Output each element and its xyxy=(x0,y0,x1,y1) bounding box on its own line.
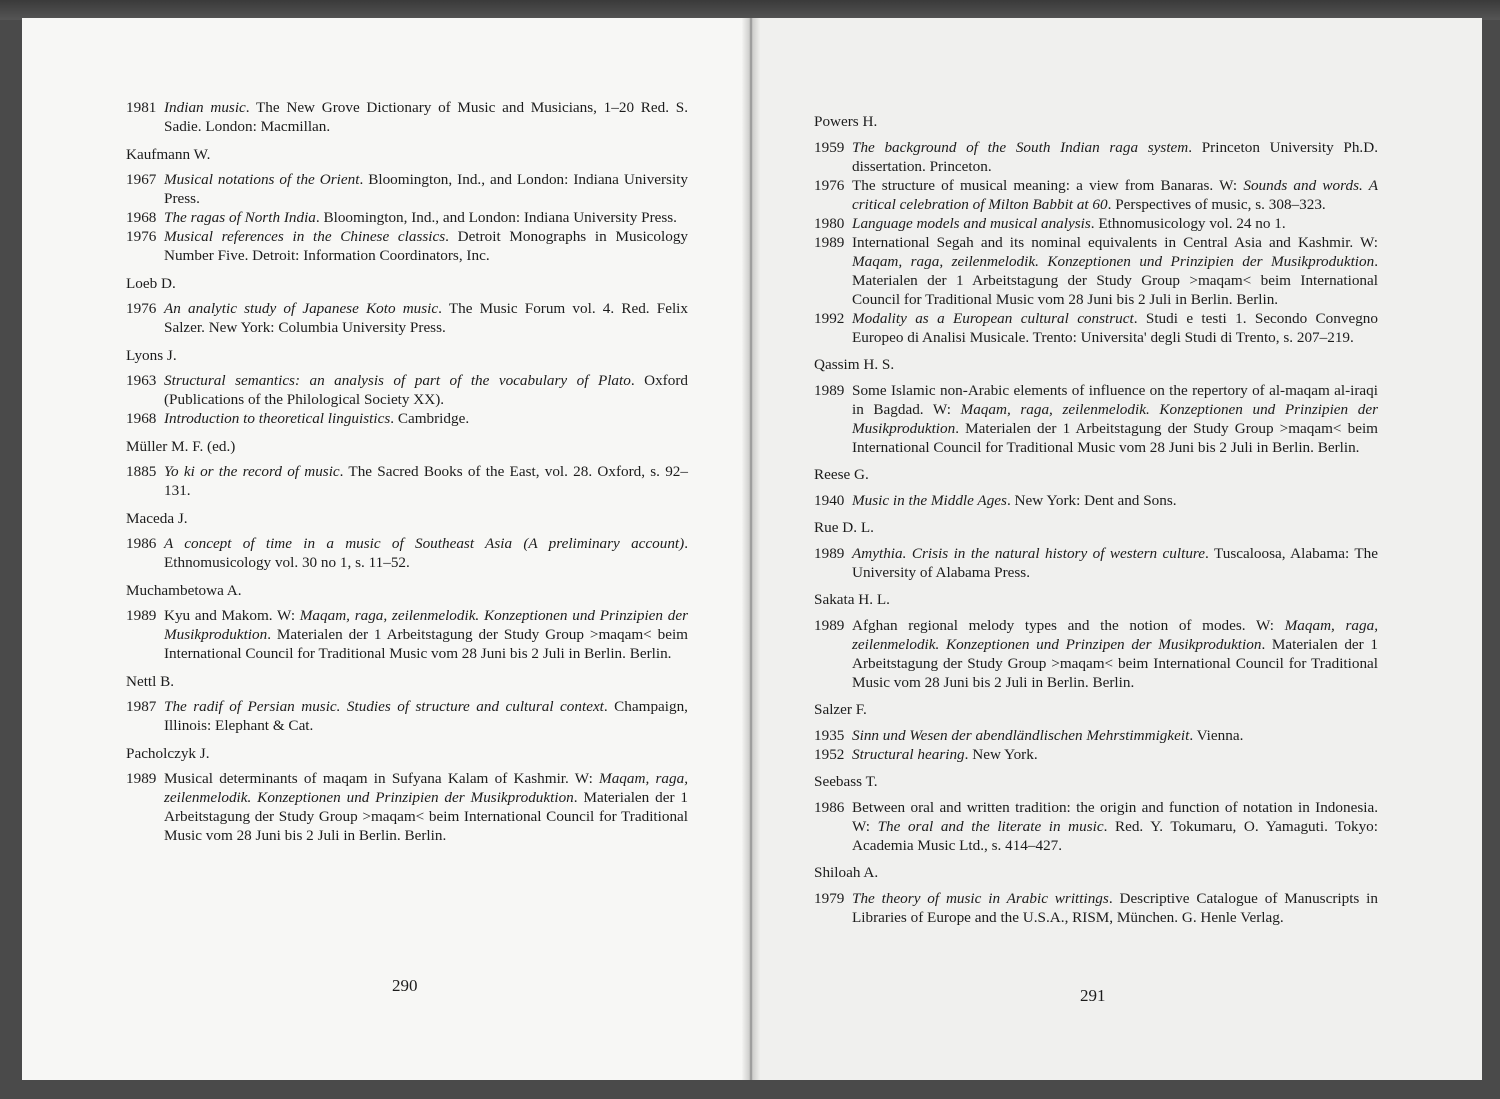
entry-title: Structural semantics: an analysis of part of the vocabulary of Plato xyxy=(164,372,631,389)
bibliography-entry xyxy=(126,769,688,845)
book-gutter xyxy=(742,18,760,1080)
entry-details: . The Sacred Books of the East, vol. 28. Oxford, s. 92–131. xyxy=(164,463,688,499)
entry-year: 1963 xyxy=(126,372,157,389)
bibliography-entry xyxy=(814,726,1378,745)
bibliography-entry xyxy=(126,98,688,136)
entry-year: 1940 xyxy=(814,491,845,509)
entry-year: 1952 xyxy=(814,745,845,763)
entry-title: Music in the Middle Ages xyxy=(852,491,1007,509)
entry-prefix: International Segah and its nominal equivalents in Central Asia and Kashmir. W: xyxy=(852,233,1378,251)
author-block xyxy=(126,346,688,429)
entry-year: 1989 xyxy=(814,381,845,399)
entry-title: Maqam, raga, zeilenmelodik. Konzeptionen und Prinzipien der Musikproduktion xyxy=(852,400,1378,437)
entry-title: Structural hearing xyxy=(852,745,965,763)
author-block xyxy=(814,772,1378,855)
author-block xyxy=(126,581,688,664)
author-block xyxy=(814,112,1378,347)
entry-details: . Materialen der 1 Arbeitstagung der Study Group >maqam< beim International Council for Traditional Music vom 28 Juni bis 2 Juli in Berlin. Berlin. xyxy=(852,252,1378,308)
entry-details: . Bloomington, Ind., and London: Indiana University Press. xyxy=(315,209,677,226)
author-name: Loeb D. xyxy=(126,274,176,292)
entry-year: 1989 xyxy=(814,616,845,634)
entry-details: . Detroit Monographs in Musicology Number Five. Detroit: Information Coordinators, Inc. xyxy=(164,228,689,264)
entry-year: 1980 xyxy=(814,214,845,232)
bibliography-entry xyxy=(126,409,688,428)
entry-year: 1989 xyxy=(126,607,157,624)
bibliography-entry xyxy=(126,227,688,265)
page-number: 290 xyxy=(392,976,418,995)
bibliography-entry xyxy=(814,309,1378,347)
entry-year: 1979 xyxy=(814,889,845,907)
page-number: 291 xyxy=(1080,986,1106,1005)
entry-year: 1987 xyxy=(126,698,157,715)
entry-details: . Oxford (Publications of the Philological Society XX). xyxy=(164,372,688,408)
entry-details: . Studi e testi 1. Secondo Convegno Europeo di Analisi Musicale. Trento: Universita' degli Studi di Trento, s. 207–219. xyxy=(852,309,1378,346)
author-name: Reese G. xyxy=(814,466,869,483)
left-page xyxy=(22,18,750,1080)
entry-title: Modality as a European cultural construct xyxy=(852,309,1134,327)
entry-year: 1976 xyxy=(814,176,845,194)
entry-title: Maqam, raga, zeilenmelodik. Konzeptionen und Prinzipien der Musikproduktion xyxy=(852,252,1375,270)
entry-title: Indian music xyxy=(164,99,246,116)
author-name: Seebass T. xyxy=(814,773,878,790)
author-name: Qassim H. S. xyxy=(814,356,895,373)
entry-year: 1989 xyxy=(126,770,157,787)
bibliography-entry xyxy=(814,176,1378,214)
entry-details: . Vienna. xyxy=(1189,726,1244,744)
entry-details: . Champaign, Illinois: Elephant & Cat. xyxy=(164,698,688,734)
entry-prefix: Some Islamic non-Arabic elements of influence on the repertory of al-maqam al-iraqi in Bagdad. W: xyxy=(852,381,1378,418)
entry-details: . Descriptive Catalogue of Manuscripts in Libraries of Europe and the U.S.A., RISM, München. G. Henle Verlag. xyxy=(852,889,1378,926)
entry-title: Musical notations of the Orient xyxy=(164,171,360,188)
author-name: Powers H. xyxy=(814,113,878,130)
bibliography-entry xyxy=(126,462,688,500)
author-block xyxy=(814,700,1378,764)
entry-year: 1976 xyxy=(126,300,157,317)
entry-title: The ragas of North India xyxy=(164,209,316,226)
bibliography-entry xyxy=(814,138,1378,176)
author-block xyxy=(814,518,1378,582)
entry-title: The background of the South Indian raga system xyxy=(852,138,1189,156)
entry-details: . Materialen der 1 Arbeitstagung der Study Group >maqam< beim International Council for Traditional Music vom 28 Juni bis 2 Juli in Berlin. Berlin. xyxy=(852,635,1378,691)
entry-details: . Materialen der 1 Arbeitstagung der Study Group >maqam< beim International Council for Traditional Music vom 28 Juni bis 2 Juli in Berlin. Berlin. xyxy=(852,419,1378,456)
bibliography-entry xyxy=(814,233,1378,309)
author-block xyxy=(126,672,688,736)
entry-title: The oral and the literate in music xyxy=(877,817,1104,835)
author-name: Kaufmann W. xyxy=(126,145,211,163)
entry-year: 1968 xyxy=(126,410,157,427)
entry-details: . Materialen der 1 Arbeitstagung der Study Group >maqam< beim International Council for Traditional Music vom 28 Juni bis 2 Juli in Berlin. Berlin. xyxy=(164,626,688,662)
entry-title: Sinn und Wesen der abendländlischen Mehrstimmigkeit xyxy=(852,726,1190,744)
entry-prefix: Afghan regional melody types and the notion of modes. W: xyxy=(852,616,1285,634)
entry-title: Language models and musical analysis xyxy=(852,214,1091,232)
entry-title: Maqam, raga, zeilenmelodik. Konzeptionen und Prinzipien der Musikproduktion xyxy=(164,607,688,643)
bibliography-entry xyxy=(814,491,1378,510)
entry-title: Sounds and words. A critical celebration of Milton Babbit at 60 xyxy=(852,176,1378,213)
bibliography-entry xyxy=(126,371,688,409)
bibliography-entry xyxy=(814,214,1378,233)
bibliography-entry xyxy=(814,798,1378,855)
bibliography-entry xyxy=(126,170,688,208)
entry-prefix: Between oral and written tradition: the origin and function of notation in Indonesia. W: xyxy=(852,798,1378,835)
bibliography-column-left xyxy=(126,98,688,854)
author-name: Shiloah A. xyxy=(814,864,879,881)
bibliography-entry xyxy=(814,745,1378,764)
author-block xyxy=(814,590,1378,692)
entry-year: 1992 xyxy=(814,309,845,327)
entry-title: Introduction to theoretical linguistics xyxy=(164,410,391,427)
entry-year: 1976 xyxy=(126,228,157,245)
entry-year: 1967 xyxy=(126,171,157,188)
bibliography-column-right xyxy=(814,112,1378,935)
entry-year: 1885 xyxy=(126,463,157,480)
entry-title: Musical references in the Chinese classics xyxy=(164,228,446,245)
entry-year: 1981 xyxy=(126,99,157,116)
bibliography-entry xyxy=(814,544,1378,582)
entry-year: 1959 xyxy=(814,138,845,156)
bibliography-entry xyxy=(126,606,688,663)
entry-details: . Ethnomusicology vol. 24 no 1. xyxy=(1090,214,1286,232)
author-name: Sakata H. L. xyxy=(814,591,890,608)
entry-details: . Ethnomusicology vol. 30 no 1, s. 11–52. xyxy=(164,535,688,571)
entry-details: . The New Grove Dictionary of Music and Musicians, 1–20 Red. S. Sadie. London: Macmillan. xyxy=(164,99,688,135)
entry-details: . Perspectives of music, s. 308–323. xyxy=(1107,195,1326,213)
entry-details: . Bloomington, Ind., and London: Indiana University Press. xyxy=(164,171,688,207)
author-name: Pacholczyk J. xyxy=(126,744,210,762)
entry-year: 1935 xyxy=(814,726,845,744)
author-block xyxy=(126,274,688,338)
author-name: Lyons J. xyxy=(126,346,177,364)
author-block xyxy=(126,437,688,501)
bibliography-entry xyxy=(126,534,688,572)
author-name: Nettl B. xyxy=(126,672,175,690)
entry-title: An analytic study of Japanese Koto music xyxy=(164,300,439,317)
author-block xyxy=(814,355,1378,457)
author-block xyxy=(126,509,688,573)
bibliography-entry xyxy=(126,208,688,227)
author-name: Muchambetowa A. xyxy=(126,581,242,599)
entry-title: Yo ki or the record of music xyxy=(164,463,340,480)
author-block xyxy=(814,863,1378,927)
bibliography-entry xyxy=(814,889,1378,927)
entry-details: . New York: Dent and Sons. xyxy=(1006,491,1177,509)
author-name: Müller M. F. (ed.) xyxy=(126,437,236,455)
entry-year: 1986 xyxy=(126,535,157,552)
entry-title: Maqam, raga, zeilenmelodik. Konzeptionen und Prinzipien der Musikproduktion xyxy=(164,770,688,806)
entry-title: The radif of Persian music. Studies of structure and cultural context xyxy=(164,698,604,715)
entry-prefix: The structure of musical meaning: a view from Banaras. W: xyxy=(852,176,1244,194)
entry-prefix: Musical determinants of maqam in Sufyana Kalam of Kashmir. W: xyxy=(164,770,600,787)
right-page xyxy=(752,18,1482,1080)
entry-details: . Red. Y. Tokumaru, O. Yamaguti. Tokyo: Academia Music Ltd., s. 414–427. xyxy=(852,817,1378,854)
entry-year: 1986 xyxy=(814,798,845,816)
author-name: Rue D. L. xyxy=(814,519,874,536)
entry-details: . Tuscaloosa, Alabama: The University of Alabama Press. xyxy=(852,544,1378,581)
entry-title: Amythia. Crisis in the natural history of western culture xyxy=(852,544,1206,562)
entry-details: . Materialen der 1 Arbeitstagung der Study Group >maqam< beim International Council for Traditional Music vom 28 Juni bis 2 Juli in Berlin. Berlin. xyxy=(164,789,689,844)
author-block xyxy=(126,145,688,266)
entry-details: . Cambridge. xyxy=(390,410,470,427)
entry-prefix: Kyu and Makom. W: xyxy=(164,607,300,624)
entry-title: A concept of time in a music of Southeast Asia (A preliminary account) xyxy=(164,535,685,552)
author-block xyxy=(814,465,1378,510)
bibliography-entry xyxy=(814,381,1378,457)
bibliography-entry xyxy=(126,697,688,735)
author-block xyxy=(126,98,688,136)
entry-title: The theory of music in Arabic writtings xyxy=(852,889,1109,907)
bibliography-entry xyxy=(814,616,1378,692)
author-name: Maceda J. xyxy=(126,509,188,527)
entry-details: . The Music Forum vol. 4. Red. Felix Salzer. New York: Columbia University Press. xyxy=(164,300,688,336)
author-name: Salzer F. xyxy=(814,701,867,718)
entry-year: 1968 xyxy=(126,209,157,226)
entry-details: . New York. xyxy=(964,745,1038,763)
bibliography-entry xyxy=(126,299,688,337)
entry-details: . Princeton University Ph.D. dissertation. Princeton. xyxy=(852,138,1378,175)
scan-background xyxy=(0,0,1500,20)
entry-title: Maqam, raga, zeilenmelodik. Konzeptionen und Prinzipen der Musikproduktion xyxy=(852,616,1378,653)
entry-year: 1989 xyxy=(814,544,845,562)
author-block xyxy=(126,744,688,846)
entry-year: 1989 xyxy=(814,233,845,251)
